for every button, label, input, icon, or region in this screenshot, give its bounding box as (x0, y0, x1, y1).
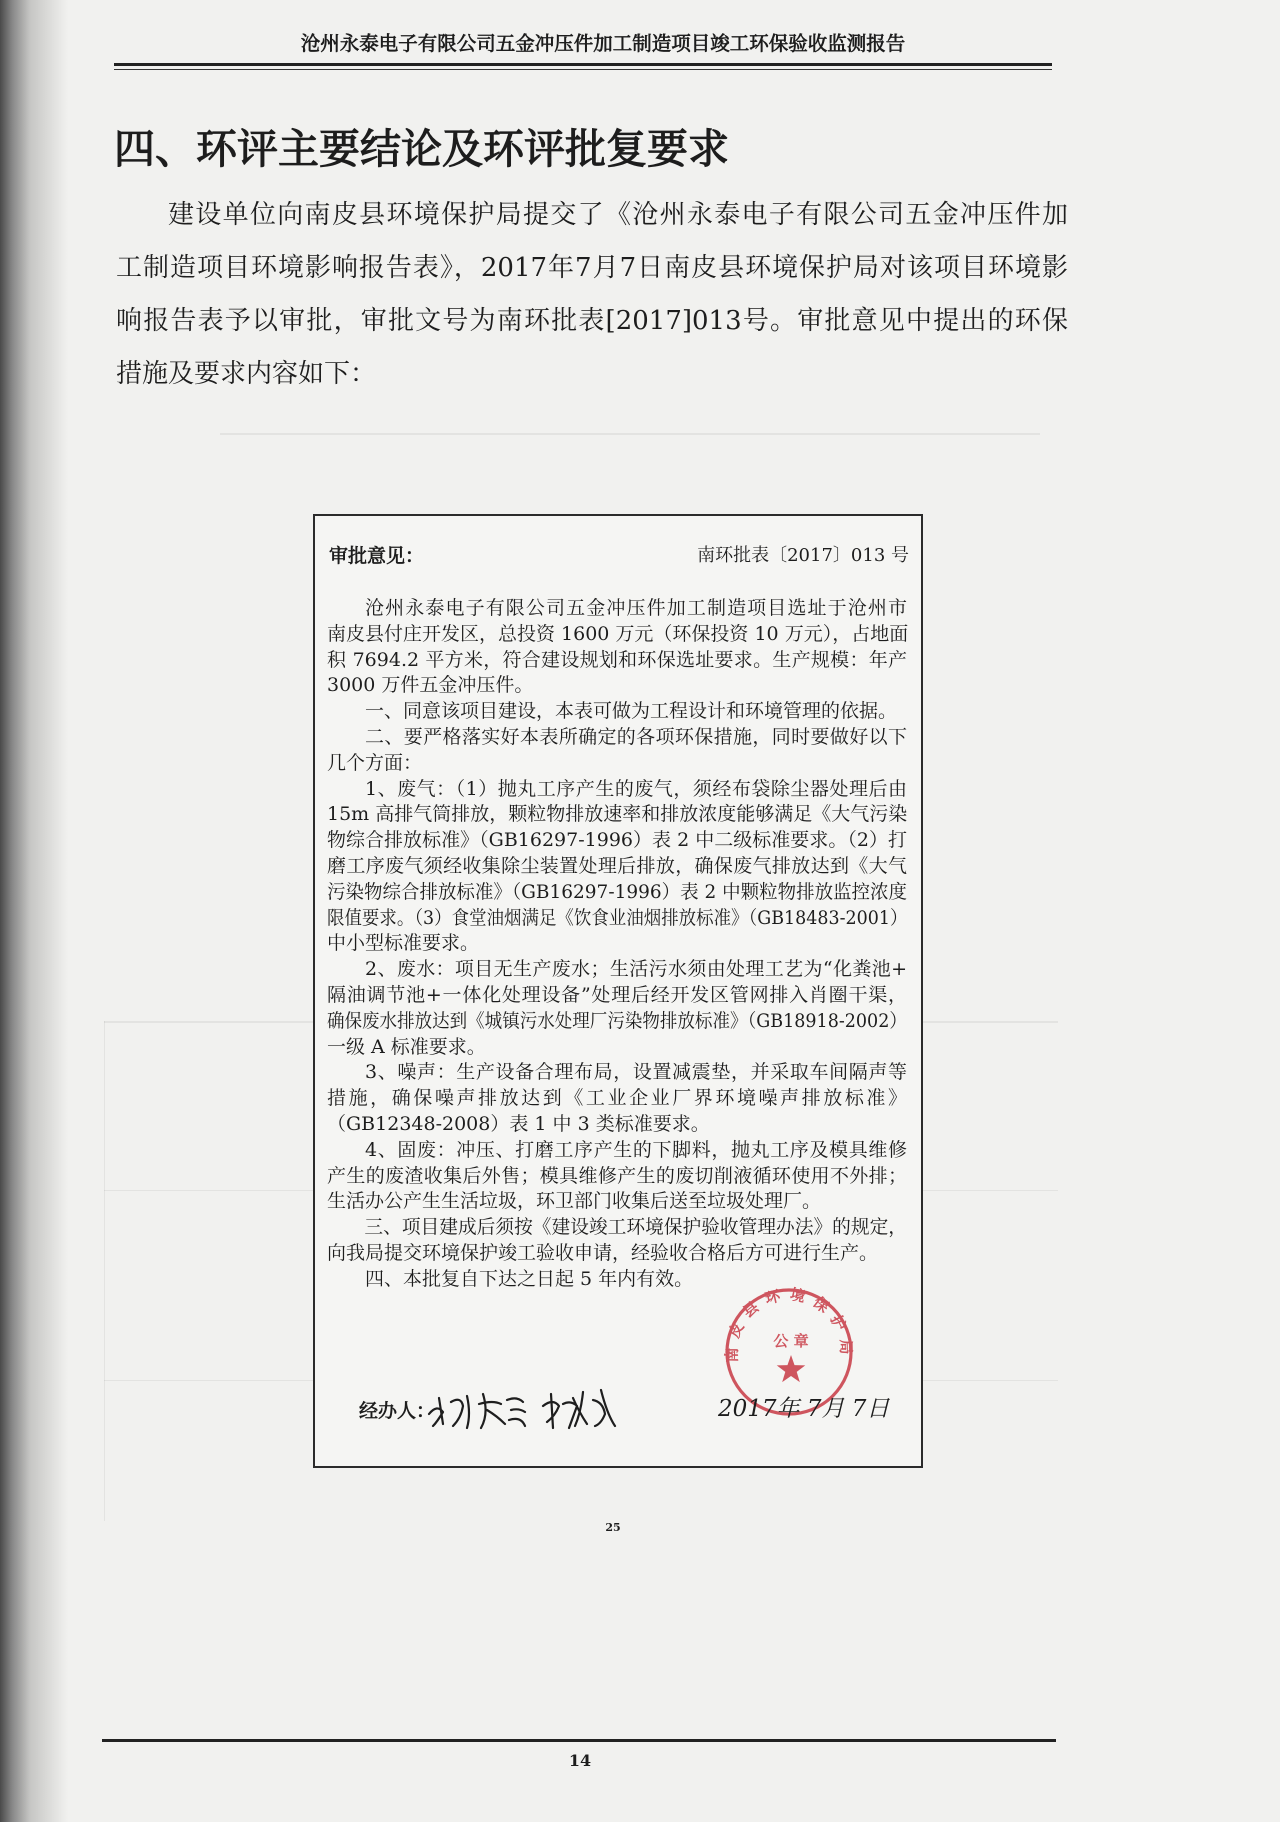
approval-line: 向我局提交环境保护竣工验收申请，经验收合格后方可进行生产。 (327, 1241, 879, 1264)
approval-doc-number: 南环批表〔2017〕013 号 (697, 545, 909, 566)
bleed-through-mark (104, 1021, 313, 1023)
intro-paragraph (116, 189, 1068, 401)
approval-line: 措施，确保噪声排放达到《工业企业厂界环境噪声排放标准》 (327, 1087, 907, 1110)
approval-line: 南皮县付庄开发区，总投资 1600 万元（环保投资 10 万元），占地面 (327, 622, 909, 645)
approval-line: 污染物综合排放标准》（GB16297-1996）表 2 中颗粒物排放监控浓度 (327, 880, 908, 903)
approval-line: 15m 高排气筒排放，颗粒物排放速率和排放浓度能够满足《大气污染 (327, 803, 908, 826)
running-header-title: 沧州永泰电子有限公司五金冲压件加工制造项目竣工环保验收监测报告 (300, 32, 906, 55)
approval-line: 产生的废渣收集后外售；模具维修产生的废切削液循环使用不外排； (327, 1164, 907, 1187)
bleed-through-mark (104, 1380, 313, 1381)
section-heading: 四、环评主要结论及环评批复要求 (114, 125, 729, 173)
approval-line: 4、固废：冲压、打磨工序产生的下脚料，抛丸工序及模具维修 (365, 1138, 907, 1161)
bleed-through-mark (923, 1190, 1058, 1191)
approval-line: 几个方面： (327, 751, 423, 774)
approval-line: 三、项目建成后须按《建设竣工环境保护验收管理办法》的规定， (364, 1216, 908, 1239)
approval-line: 限值要求。（3）食堂油烟满足《饮食业油烟排放标准》（GB18483-2001） (327, 906, 908, 929)
seal-star-icon (777, 1355, 806, 1382)
approval-line: 一、同意该项目建设，本表可做为工程设计和环境管理的依据。 (365, 700, 898, 723)
approval-line: 沧州永泰电子有限公司五金冲压件加工制造项目选址于沧州市 (365, 597, 907, 619)
approval-line: 2、废水：项目无生产废水；生活污水须由处理工艺为“化粪池+ (365, 958, 907, 981)
header-rule-thick (114, 63, 1052, 66)
approval-line: 积 7694.2 平方米，符合建设规划和环保选址要求。生产规模：年产 (327, 648, 907, 671)
approval-line: 3、噪声：生产设备合理布局，设置减震垫，并采取车间隔声等 (365, 1061, 907, 1084)
handler-signature (423, 1380, 623, 1438)
approval-line: 3000 万件五金冲压件。 (327, 674, 534, 697)
seal-center-text: 公 章 (773, 1332, 809, 1350)
approval-line: 确保废水排放达到《城镇污水处理厂污染物排放标准》（GB18918-2002） (327, 1009, 907, 1032)
approval-line: 一级 A 标准要求。 (327, 1035, 486, 1058)
binding-shadow (0, 0, 72, 1822)
approval-label: 审批意见： (329, 545, 425, 567)
approval-line: 隔油调节池+一体化处理设备”处理后经开发区管网排入肖圈干渠， (327, 983, 907, 1006)
intro-line: 响报告表予以审批，审批文号为南环批表[2017]013号。审批意见中提出的环保 (116, 306, 1068, 336)
bleed-through-mark (104, 1190, 313, 1191)
header-rule-thin (114, 69, 1052, 70)
approval-line: 四、本批复自下达之日起 5 年内有效。 (365, 1267, 694, 1290)
approval-line: 1、废气：（1）抛丸工序产生的废气，须经布袋除尘器处理后由 (365, 777, 907, 800)
intro-line: 措施及要求内容如下： (116, 359, 377, 389)
page-number: 14 (568, 1751, 592, 1770)
approval-document (313, 514, 923, 1468)
intro-line: 建设单位向南皮县环境保护局提交了《沧州永泰电子有限公司五金冲压件加 (168, 200, 1068, 230)
approval-line: （GB12348-2008）表 1 中 3 类标准要求。 (327, 1112, 710, 1135)
intro-line: 工制造项目环境影响报告表》，2017年7月7日南皮县环境保护局对该项目环境影 (116, 253, 1068, 283)
bleed-through-mark (923, 1380, 1058, 1381)
seal-ring-text: 南皮县环境保护局 (722, 1285, 856, 1363)
approval-line: 磨工序废气须经收集除尘装置处理后排放，确保废气排放达到《大气 (327, 854, 907, 877)
approval-line: 物综合排放标准》（GB16297-1996）表 2 中二级标准要求。（2）打 (327, 829, 907, 852)
approval-line: 二、要严格落实好本表所确定的各项环保措施，同时要做好以下 (365, 725, 907, 748)
bleed-through-mark (220, 433, 1040, 435)
inner-page-number: 25 (605, 1521, 621, 1534)
footer-rule (102, 1739, 1056, 1742)
handler-label: 经办人： (359, 1400, 436, 1422)
approval-date: 2017年 7月 7日 (718, 1396, 890, 1422)
bleed-through-mark (923, 1021, 1058, 1023)
approval-line: 生活办公产生生活垃圾，环卫部门收集后送至垃圾处理厂。 (327, 1190, 822, 1213)
approval-body (327, 596, 907, 1293)
approval-line: 中小型标准要求。 (327, 932, 480, 955)
bleed-through-mark (104, 1021, 105, 1521)
